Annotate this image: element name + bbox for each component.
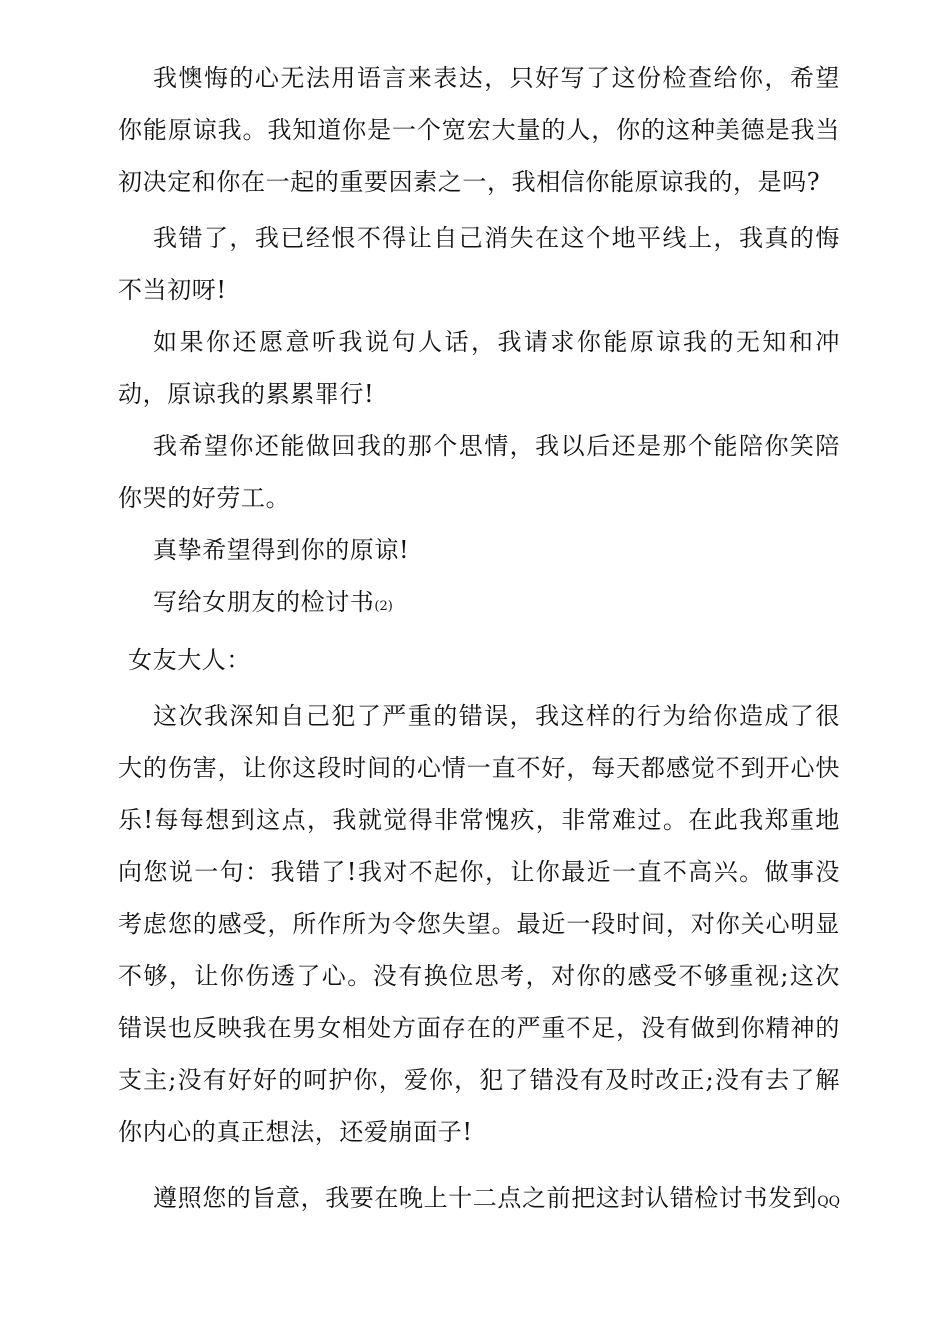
section-heading-title: 写给女朋友的检讨书 (153, 588, 375, 616)
section-heading-number: (2) (374, 599, 393, 614)
paragraph-apology-3: 如果你还愿意听我说句人话，我请求你能原谅我的无知和冲动，原谅我的累累罪行! (118, 328, 840, 408)
closing-text: 遵照您的旨意，我要在晚上十二点之前把这封认错检讨书发到 (153, 1184, 818, 1212)
paragraph-letter-body: 这次我深知自己犯了严重的错误，我这样的行为给你造成了很大的伤害，让你这段时间的心情一直不好，每天都感觉不到开心快乐!每每想到这点，我就觉得非常愧疚，非常难过。在此我郑重地向您说一句：我错了!我对不起你，让你最近一直不高兴。做事没考虑您的感受，所作所为令您失望。最近一段时间，对你关心明显不够，让你伤透了心。没有换位思考，对你的感受不够重视;这次错误也反映我在男女相处方面存在的严重不足，没有做到你精神的支主;没有好好的呵护你，爱你，犯了错没有及时改正;没有去了解你内心的真正想法，还爱崩面子! (118, 702, 840, 1146)
section-heading (153, 576, 393, 633)
paragraph-apology-5: 真挚希望得到你的原谅! (153, 536, 410, 564)
paragraph-letter-closing (153, 1172, 840, 1228)
paragraph-apology-1: 我懊悔的心无法用语言来表达，只好写了这份检查给你，希望你能原谅我。我知道你是一个宽宏大量的人，你的这种美德是我当初决定和你在一起的重要因素之一，我相信你能原谅我的，是吗? (118, 64, 840, 196)
salutation: 女友大人： (128, 646, 251, 674)
closing-qq: QQ (817, 1194, 841, 1210)
paragraph-apology-2: 我错了，我已经恨不得让自己消失在这个地平线上，我真的悔不当初呀! (118, 224, 840, 304)
paragraph-apology-4: 我希望你还能做回我的那个思情，我以后还是那个能陪你笑陪你哭的好劳工。 (118, 432, 840, 512)
